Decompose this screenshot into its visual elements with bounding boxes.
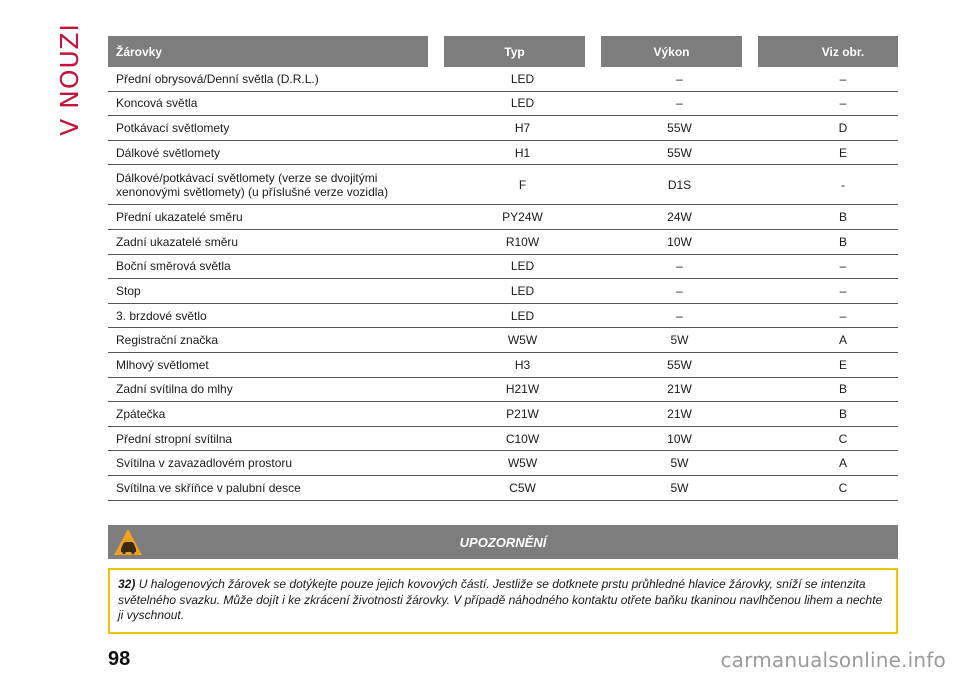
cell-vykon: 5W xyxy=(670,480,689,495)
cell-viz-obr: A xyxy=(838,456,847,471)
page-number: 98 xyxy=(108,648,131,670)
cell-zarovka: 3. brzdové světlo xyxy=(116,308,207,323)
cell-viz-obr: E xyxy=(838,357,847,372)
watermark: carmanualsonline.info xyxy=(720,648,946,672)
cell-viz-obr: – xyxy=(839,259,847,274)
cell-typ: R10W xyxy=(505,234,540,249)
cell-zarovka: Dálkové/potkávací světlomety (verze se dvojitými xenonovými světlomety) (u příslušné verze vozidla) xyxy=(116,170,389,199)
header-viz-obr: Viz obr. xyxy=(758,36,898,67)
table-header xyxy=(108,36,898,67)
cell-typ: W5W xyxy=(507,333,538,348)
table-row xyxy=(108,378,898,403)
cell-zarovka: Potkávací světlomety xyxy=(116,120,230,135)
cell-typ: P21W xyxy=(506,406,539,421)
table-row xyxy=(108,255,898,280)
warning-title: UPOZORNĚNÍ xyxy=(459,534,547,550)
table-body xyxy=(108,67,898,501)
cell-vykon: 10W xyxy=(667,431,692,446)
header-typ: Typ xyxy=(444,36,585,67)
cell-typ: C10W xyxy=(505,431,540,446)
cell-vykon: 21W xyxy=(667,382,692,397)
cell-vykon: – xyxy=(676,259,683,274)
cell-typ: LED xyxy=(510,71,535,86)
cell-vykon: 21W xyxy=(667,406,692,421)
header-zarovky: Žárovky xyxy=(108,36,428,67)
cell-zarovka: Stop xyxy=(116,283,141,298)
cell-vykon: 24W xyxy=(667,210,692,225)
cell-vykon: 10W xyxy=(667,234,692,249)
bulb-table xyxy=(108,36,898,501)
cell-zarovka: Přední ukazatelé směru xyxy=(116,210,243,225)
cell-viz-obr: – xyxy=(839,96,847,111)
cell-zarovka: Registrační značka xyxy=(116,333,219,348)
cell-typ: F xyxy=(518,177,527,192)
table-row xyxy=(108,230,898,255)
table-row xyxy=(108,141,898,166)
cell-vykon: 55W xyxy=(667,357,692,372)
cell-viz-obr: C xyxy=(838,480,848,495)
cell-typ: LED xyxy=(510,308,535,323)
cell-typ: H3 xyxy=(514,357,531,372)
cell-zarovka: Zpátečka xyxy=(116,406,166,421)
cell-zarovka: Boční směrová světla xyxy=(116,259,231,274)
table-row xyxy=(108,165,898,205)
cell-zarovka: Zadní ukazatelé směru xyxy=(116,234,239,249)
cell-typ: LED xyxy=(510,96,535,111)
cell-viz-obr: B xyxy=(838,406,847,421)
warning-body xyxy=(108,568,898,634)
table-row xyxy=(108,353,898,378)
cell-typ: H7 xyxy=(514,120,531,135)
table-row xyxy=(108,92,898,117)
cell-zarovka: Koncová světla xyxy=(116,96,198,111)
table-row xyxy=(108,304,898,329)
warning-header xyxy=(108,525,898,559)
cell-viz-obr: B xyxy=(838,234,847,249)
warning-number: 32) xyxy=(118,577,136,591)
cell-viz-obr: B xyxy=(838,210,847,225)
header-vykon: Výkon xyxy=(601,36,742,67)
section-tab-label: V NOUZI xyxy=(54,22,84,136)
cell-viz-obr: – xyxy=(839,308,847,323)
table-row xyxy=(108,67,898,92)
cell-vykon: 55W xyxy=(667,120,692,135)
cell-viz-obr: – xyxy=(839,283,847,298)
table-row xyxy=(108,328,898,353)
cell-vykon: – xyxy=(676,283,683,298)
cell-zarovka: Svítilna v zavazadlovém prostoru xyxy=(116,456,293,471)
cell-vykon: – xyxy=(676,71,683,86)
cell-viz-obr: B xyxy=(838,382,847,397)
cell-viz-obr: A xyxy=(838,333,847,348)
section-tab xyxy=(54,22,84,136)
cell-typ: C5W xyxy=(509,480,536,495)
cell-vykon: 5W xyxy=(670,333,689,348)
cell-typ: LED xyxy=(510,259,535,274)
cell-vykon: – xyxy=(676,96,683,111)
cell-viz-obr: – xyxy=(839,71,847,86)
warning-text: U halogenových žárovek se dotýkejte pouze jejich kovových částí. Jestliže se dotknete prstu průhledné hlavice žárovky, sníží se intenzita světelného svazku. Může dojít i ke zkrácení životnosti žárovky. V případě náhodného kontaktu otřete baňku tkaninou navlhčenou lihem a nechte ji vyschnout. xyxy=(118,577,883,622)
cell-typ: H21W xyxy=(505,382,540,397)
table-row xyxy=(108,451,898,476)
cell-viz-obr: - xyxy=(841,177,845,192)
table-row xyxy=(108,476,898,501)
table-row xyxy=(108,205,898,230)
cell-zarovka: Dálkové světlomety xyxy=(116,145,221,160)
cell-typ: W5W xyxy=(507,456,538,471)
cell-typ: PY24W xyxy=(502,210,543,225)
cell-vykon: – xyxy=(676,308,683,323)
cell-zarovka: Mlhový světlomet xyxy=(116,357,209,372)
cell-vykon: 5W xyxy=(670,456,689,471)
table-row xyxy=(108,116,898,141)
cell-viz-obr: D xyxy=(838,120,848,135)
cell-typ: H1 xyxy=(514,145,531,160)
cell-zarovka: Přední obrysová/Denní světla (D.R.L.) xyxy=(116,71,319,86)
cell-viz-obr: E xyxy=(838,145,847,160)
cell-zarovka: Přední stropní svítilna xyxy=(116,431,233,446)
cell-zarovka: Svítilna ve skříňce v palubní desce xyxy=(116,480,301,495)
table-row xyxy=(108,427,898,452)
table-row xyxy=(108,279,898,304)
cell-vykon: D1S xyxy=(667,177,692,192)
cell-vykon: 55W xyxy=(667,145,692,160)
cell-typ: LED xyxy=(510,283,535,298)
warning-triangle-icon xyxy=(112,527,144,557)
table-row xyxy=(108,402,898,427)
cell-zarovka: Zadní svítilna do mlhy xyxy=(116,382,233,397)
cell-viz-obr: C xyxy=(838,431,848,446)
